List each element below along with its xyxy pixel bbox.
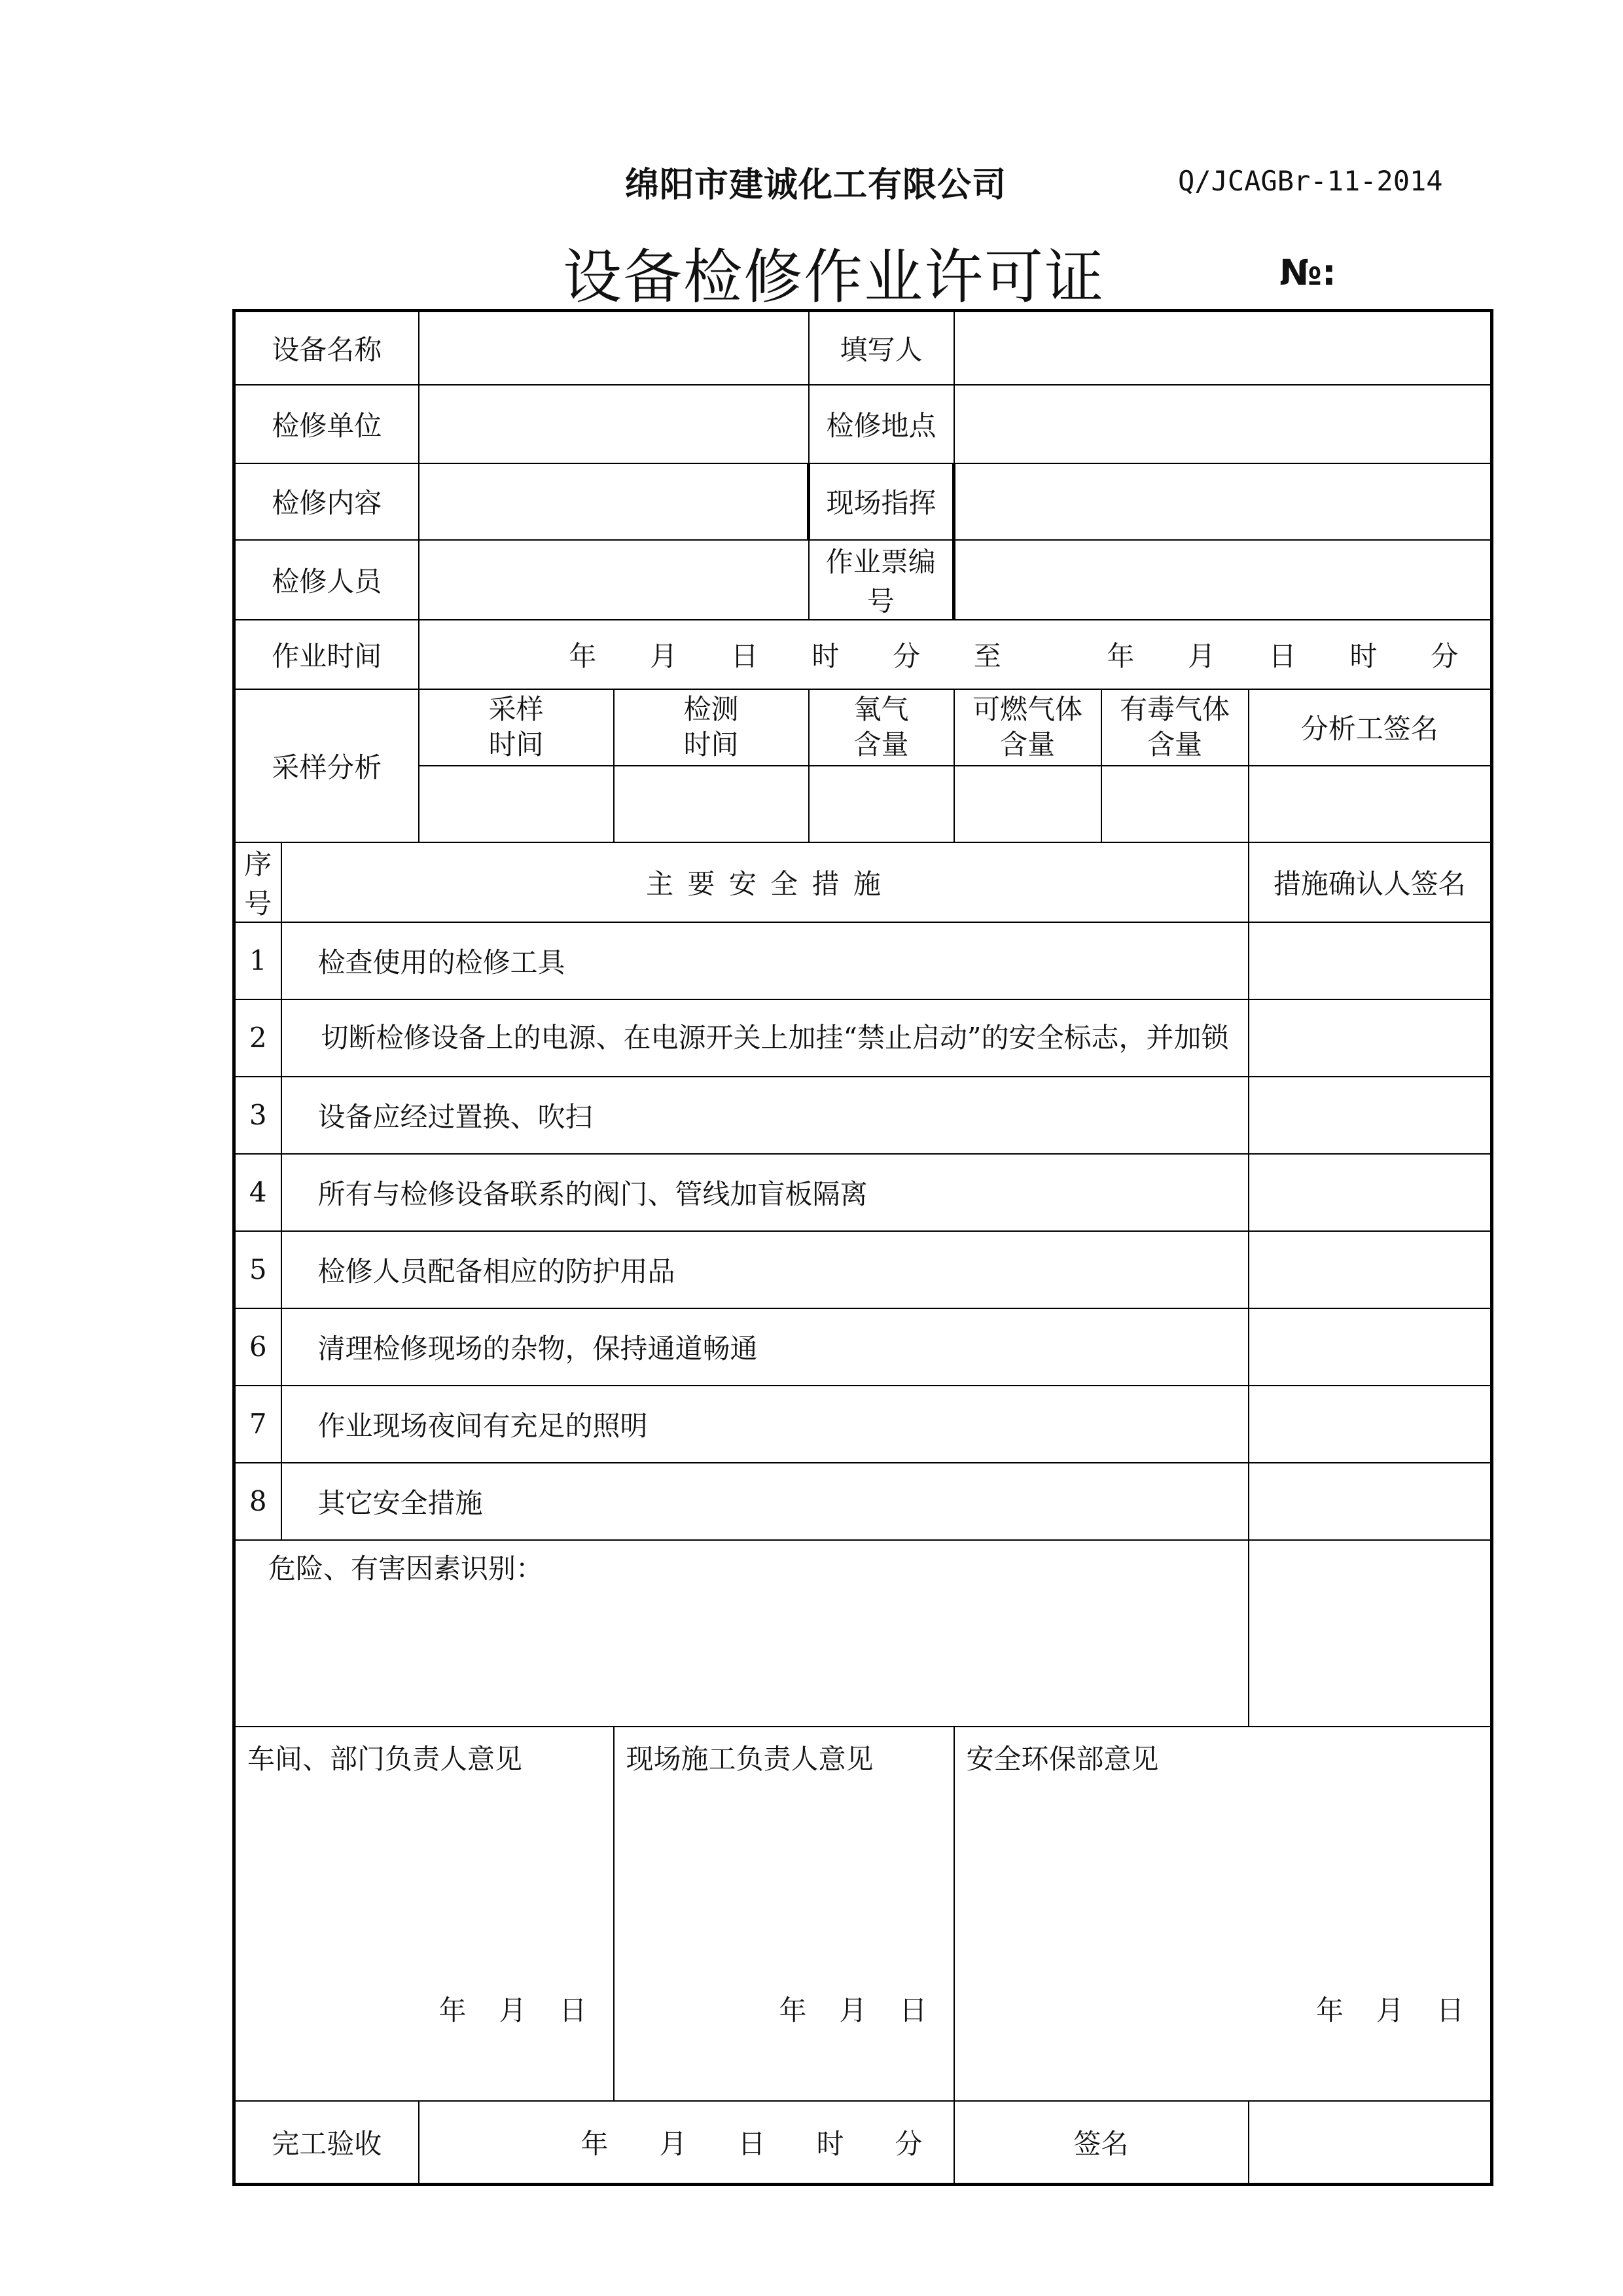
measure-no: 5 (234, 1231, 281, 1308)
row-hazard (234, 1540, 1492, 1727)
measure-text: 设备应经过置换、吹扫 (281, 1077, 1249, 1154)
site-opinion-date (746, 1989, 927, 2028)
oxygen-header-line1: 氧气 (853, 693, 909, 725)
safety-date-year: 年 (1315, 1994, 1344, 2026)
safety-opinion-date (1283, 1989, 1464, 2028)
work-time-label: 作业时间 (234, 620, 419, 689)
sampling-time-header-line2: 时间 (488, 728, 544, 761)
sampling-time-input[interactable] (419, 766, 614, 842)
completion-month: 月 (659, 2127, 687, 2160)
work-time-input[interactable] (419, 620, 1492, 689)
measure-text: 检修人员配备相应的防护用品 (281, 1231, 1249, 1308)
safety-date-month: 月 (1376, 1994, 1404, 2026)
repair-personnel-label: 检修人员 (234, 540, 419, 620)
toxic-gas-header-line1: 有毒气体 (1120, 693, 1230, 725)
combustible-gas-header-line1: 可燃气体 (972, 693, 1083, 725)
start-month: 月 (650, 639, 678, 672)
test-time-header-line2: 时间 (683, 728, 739, 761)
measure-text: 清理检修现场的杂物，保持通道畅通 (281, 1308, 1249, 1386)
measure-text: 其它安全措施 (281, 1463, 1249, 1540)
measure-row (234, 1077, 1492, 1154)
completion-label: 完工验收 (234, 2101, 419, 2185)
repair-location-input[interactable] (954, 385, 1492, 463)
filled-by-input[interactable] (954, 311, 1492, 385)
ticket-number-label: 作业票编号 (809, 540, 954, 620)
test-time-header-line1: 检测 (683, 693, 739, 725)
repair-unit-label: 检修单位 (234, 385, 419, 463)
site-date-month: 月 (839, 1994, 867, 2026)
row-work-time (234, 620, 1492, 689)
end-minute: 分 (1431, 639, 1459, 672)
measure-no: 2 (234, 999, 281, 1077)
seq-header: 序号 (234, 842, 281, 922)
repair-personnel-input[interactable] (419, 540, 809, 620)
measure-no: 3 (234, 1077, 281, 1154)
measure-row (234, 1308, 1492, 1386)
document-code: Q/JCAGBr-11-2014 (1178, 165, 1443, 197)
measure-confirm-input[interactable] (1249, 1231, 1492, 1308)
equipment-name-input[interactable] (419, 311, 809, 385)
oxygen-header (809, 689, 954, 766)
safety-date-day: 日 (1436, 1994, 1465, 2026)
site-commander-input[interactable] (954, 463, 1492, 540)
form-title: 设备检修作业许可证 (563, 243, 1105, 312)
measure-row (234, 1386, 1492, 1463)
row-sampling-header (234, 689, 1492, 766)
hazard-confirm-input[interactable] (1249, 1540, 1492, 1727)
measure-row (234, 1463, 1492, 1540)
measure-confirm-input[interactable] (1249, 922, 1492, 999)
repair-location-label: 检修地点 (809, 385, 954, 463)
measure-text: 检查使用的检修工具 (281, 922, 1249, 999)
completion-day: 日 (738, 2127, 766, 2160)
measure-confirm-input[interactable] (1249, 1154, 1492, 1231)
measure-no: 8 (234, 1463, 281, 1540)
measure-confirm-input[interactable] (1249, 1077, 1492, 1154)
measure-text: 作业现场夜间有充足的照明 (281, 1386, 1249, 1463)
measure-confirm-input[interactable] (1249, 1463, 1492, 1540)
completion-sign-input[interactable] (1249, 2101, 1492, 2185)
combustible-gas-header-line2: 含量 (1000, 728, 1056, 761)
workshop-opinion-area[interactable] (234, 1727, 614, 2101)
start-hour: 时 (812, 639, 840, 672)
repair-content-label: 检修内容 (234, 463, 419, 540)
measure-row (234, 1154, 1492, 1231)
completion-time-input[interactable] (419, 2101, 954, 2185)
row-repair-personnel (234, 540, 1492, 620)
site-date-day: 日 (899, 1994, 927, 2026)
analyst-signature-input[interactable] (1249, 766, 1492, 842)
workshop-opinion-date (406, 1989, 586, 2028)
workshop-opinion-label: 车间、部门负责人意见 (247, 1742, 523, 1775)
measure-no: 4 (234, 1154, 281, 1231)
workshop-date-month: 月 (499, 1994, 527, 2026)
workshop-date-year: 年 (438, 1994, 467, 2026)
measure-row (234, 1231, 1492, 1308)
sampling-label: 采样分析 (234, 689, 419, 842)
test-time-input[interactable] (614, 766, 809, 842)
measure-confirm-input[interactable] (1249, 999, 1492, 1077)
measure-no: 1 (234, 922, 281, 999)
repair-content-input[interactable] (419, 463, 809, 540)
sampling-time-header (419, 689, 614, 766)
site-opinion-area[interactable] (614, 1727, 954, 2101)
measure-row (234, 922, 1492, 999)
oxygen-input[interactable] (809, 766, 954, 842)
end-month: 月 (1188, 639, 1216, 672)
row-measures-header (234, 842, 1492, 922)
completion-minute: 分 (895, 2127, 923, 2160)
measure-text: 切断检修设备上的电源、在电源开关上加挂“禁止启动”的安全标志，并加锁 (281, 999, 1249, 1077)
site-date-year: 年 (779, 1994, 807, 2026)
ticket-number-input[interactable] (954, 540, 1492, 620)
time-to: 至 (973, 639, 1001, 672)
oxygen-header-line2: 含量 (853, 728, 909, 761)
measure-no: 7 (234, 1386, 281, 1463)
row-equipment-name (234, 311, 1492, 385)
filled-by-label: 填写人 (809, 311, 954, 385)
workshop-date-day: 日 (559, 1994, 587, 2026)
start-day: 日 (730, 639, 758, 672)
safety-opinion-label: 安全环保部意见 (966, 1742, 1159, 1775)
row-repair-unit (234, 385, 1492, 463)
main-measures-header: 主 要 安 全 措 施 (281, 842, 1249, 922)
start-minute: 分 (893, 639, 921, 672)
combustible-gas-header (954, 689, 1101, 766)
end-year: 年 (1107, 639, 1135, 672)
measure-confirm-input[interactable] (1249, 1386, 1492, 1463)
permit-form-table (232, 309, 1493, 2186)
measure-text: 所有与检修设备联系的阀门、管线加盲板隔离 (281, 1154, 1249, 1231)
repair-unit-input[interactable] (419, 385, 809, 463)
start-year: 年 (569, 639, 597, 672)
completion-year: 年 (580, 2127, 609, 2160)
completion-hour: 时 (816, 2127, 844, 2160)
measure-no: 6 (234, 1308, 281, 1386)
confirm-header: 措施确认人签名 (1249, 842, 1492, 922)
toxic-gas-input[interactable] (1101, 766, 1249, 842)
completion-sign-label: 签名 (954, 2101, 1249, 2185)
row-opinions (234, 1727, 1492, 2101)
form-number-label: №: (1279, 252, 1336, 293)
row-completion (234, 2101, 1492, 2185)
analyst-signature-header: 分析工签名 (1249, 689, 1492, 766)
toxic-gas-header-line2: 含量 (1147, 728, 1203, 761)
end-hour: 时 (1349, 639, 1378, 672)
site-opinion-label: 现场施工负责人意见 (626, 1742, 874, 1775)
row-sampling-values (234, 766, 1492, 842)
measure-confirm-input[interactable] (1249, 1308, 1492, 1386)
end-day: 日 (1268, 639, 1296, 672)
equipment-name-label: 设备名称 (234, 311, 419, 385)
toxic-gas-header (1101, 689, 1249, 766)
combustible-gas-input[interactable] (954, 766, 1101, 842)
sampling-time-header-line1: 采样 (488, 693, 544, 725)
site-commander-label: 现场指挥 (809, 463, 954, 540)
hazard-label: 危险、有害因素识别： (268, 1552, 544, 1585)
row-repair-content (234, 463, 1492, 540)
company-name: 绵阳市建诚化工有限公司 (625, 166, 1007, 205)
hazard-identification-area[interactable] (234, 1540, 1249, 1727)
test-time-header (614, 689, 809, 766)
measure-row (234, 999, 1492, 1077)
safety-opinion-area[interactable] (954, 1727, 1492, 2101)
